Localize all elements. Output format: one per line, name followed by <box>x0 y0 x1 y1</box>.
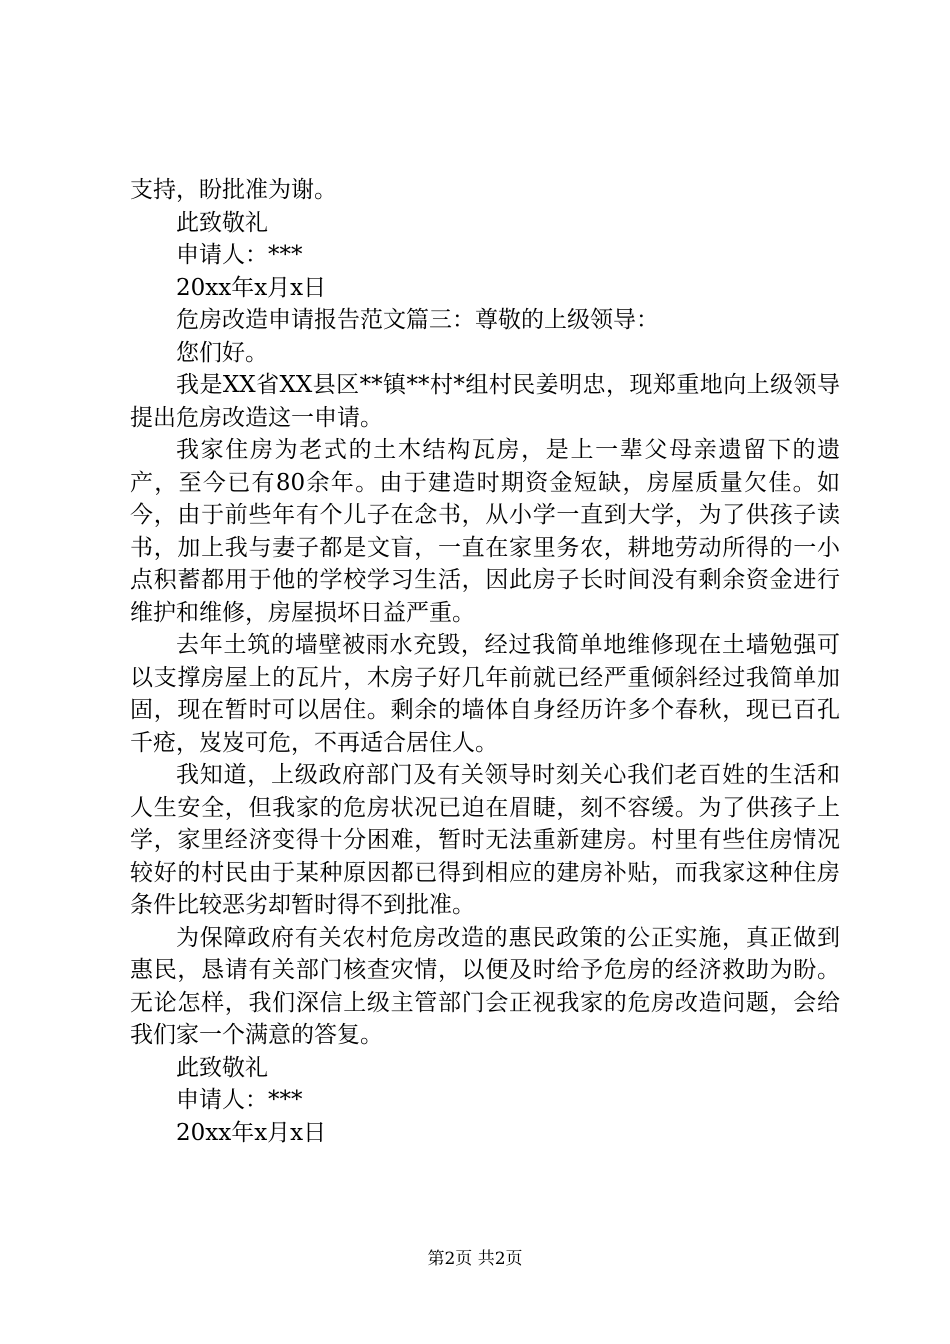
paragraph: 我家住房为老式的土木结构瓦房，是上一辈父母亲遗留下的遗产，至今已有80余年。由于建造时期资金短缺，房屋质量欠佳。如今，由于前些年有个儿子在念书，从小学一直到大学，为了供孩子读书，加上我与妻子都是文盲，一直在家里务农，耕地劳动所得的一小点积蓄都用于他的学校学习生活，因此房子长时间没有剩余资金进行维护和维修，房屋损坏日益严重。 <box>130 437 840 626</box>
paragraph: 我是XX省XX县区**镇**村*组村民姜明忠，现郑重地向上级领导提出危房改造这一申请。 <box>130 372 840 431</box>
salutation-closing: 此致敬礼 <box>176 209 268 236</box>
date-line: 20xx年x月x日 <box>176 1119 327 1146</box>
date-line: 20xx年x月x日 <box>176 274 327 301</box>
page-number: 第2页 共2页 <box>427 1249 523 1269</box>
paragraph: 去年土筑的墙壁被雨水充毁，经过我简单地维修现在土墙勉强可以支撑房屋上的瓦片，木房子好几年前就已经严重倾斜经过我简单加固，现在暂时可以居住。剩余的墙体自身经历许多个春秋，现已百孔千疮，岌岌可危，不再适合居住人。 <box>130 632 840 756</box>
greeting-line: 您们好。 <box>176 339 268 366</box>
section-heading: 危房改造申请报告范文篇三：尊敬的上级领导： <box>176 307 659 333</box>
salutation-closing: 此致敬礼 <box>176 1054 268 1081</box>
paragraph: 我知道，上级政府部门及有关领导时刻关心我们老百姓的生活和人生安全，但我家的危房状况已迫在眉睫，刻不容缓。为了供孩子上学，家里经济变得十分困难，暂时无法重新建房。村里有些住房情况较好的村民由于某种原因都已得到相应的建房补贴，而我家这种住房条件比较恶劣却暂时得不到批准。 <box>130 762 840 918</box>
applicant-line: 申请人：*** <box>176 242 303 268</box>
document-body <box>130 174 840 1149</box>
paragraph: 为保障政府有关农村危房改造的惠民政策的公正实施，真正做到惠民，恳请有关部门核查灾情，以便及时给予危房的经济救助为盼。无论怎样，我们深信上级主管部门会正视我家的危房改造问题，会给我们家一个满意的答复。 <box>130 924 840 1048</box>
applicant-line: 申请人：*** <box>176 1087 303 1113</box>
text-line: 支持，盼批准为谢。 <box>130 177 337 203</box>
